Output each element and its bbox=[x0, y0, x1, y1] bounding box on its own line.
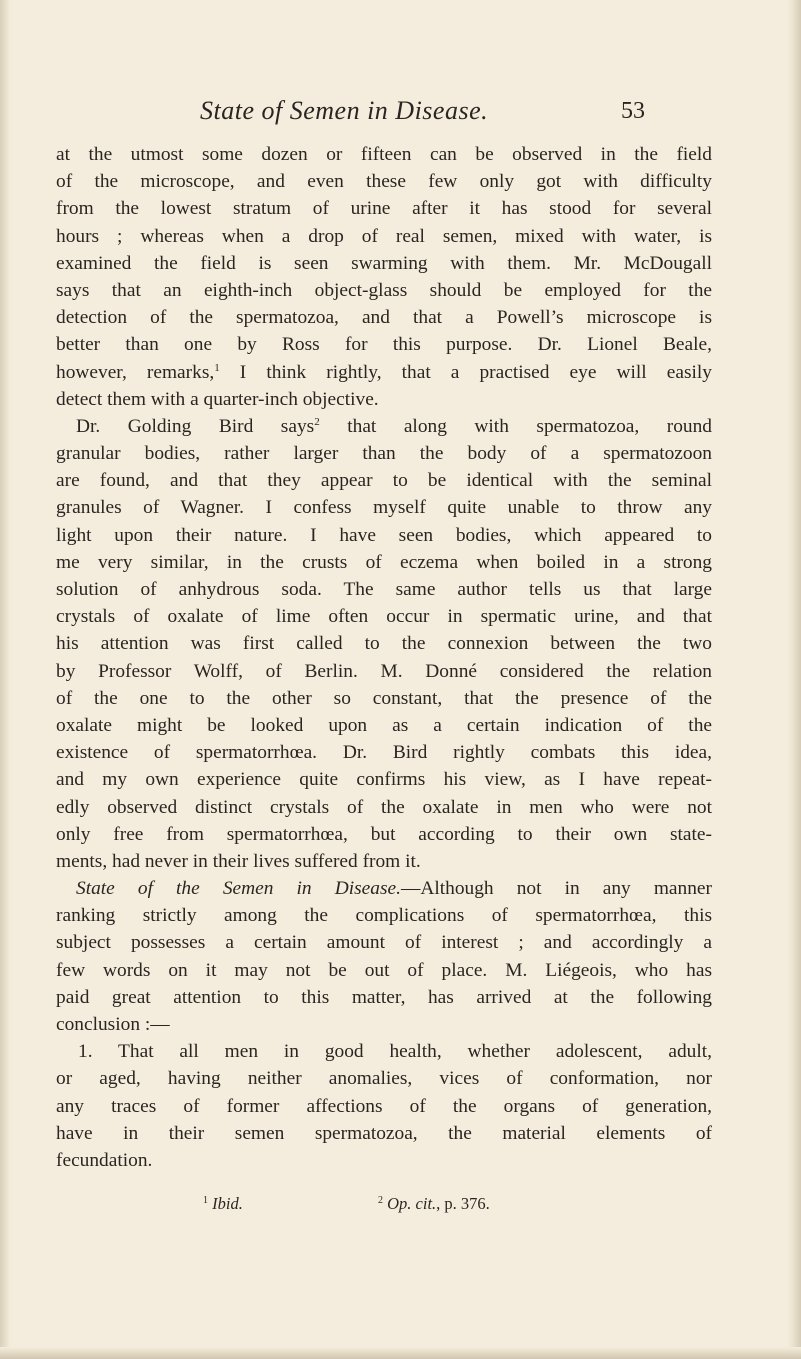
footnote-mark: 2 bbox=[378, 1195, 383, 1206]
text-line: few words on it may not be out of place. M. Liégeois, who has bbox=[56, 959, 712, 981]
running-title: State of Semen in Disease. bbox=[200, 96, 489, 125]
text-fragment: that along with spermatozoa, round bbox=[319, 415, 712, 437]
text-line: only free from spermatorrhœa, but according to their own state- bbox=[56, 823, 712, 845]
text-line: detection of the spermatozoa, and that a Powell’s microscope is bbox=[56, 307, 712, 329]
text-line: ranking strictly among the complications of spermatorrhœa, this bbox=[56, 905, 712, 927]
text-line: ments, had never in their lives suffered from it. bbox=[56, 850, 421, 872]
footnote-text: , p. 376. bbox=[436, 1194, 490, 1213]
text-line: detect them with a quarter-inch objective. bbox=[56, 388, 379, 410]
text-line: solution of anhydrous soda. The same author tells us that large bbox=[56, 579, 712, 600]
text-line: 1. That all men in good health, whether adolescent, adult, bbox=[78, 1041, 712, 1063]
text-line: have in their semen spermatozoa, the material elements of bbox=[56, 1122, 712, 1144]
text-line bbox=[56, 359, 712, 386]
page-bottom-edge bbox=[0, 1347, 801, 1359]
footnote-1 bbox=[203, 1194, 243, 1214]
text-line: conclusion :— bbox=[56, 1014, 170, 1035]
footnote-2 bbox=[378, 1194, 490, 1214]
footnote-ref-1: 1 bbox=[214, 361, 220, 374]
page-header bbox=[0, 96, 801, 136]
page-right-edge bbox=[787, 0, 801, 1359]
text-line bbox=[56, 413, 712, 440]
body-text bbox=[56, 141, 712, 1174]
text-line: of the microscope, and even these few only got with difficulty bbox=[56, 171, 712, 193]
footnote-ref-2: 2 bbox=[314, 415, 320, 428]
section-heading: State of the Semen in Disease. bbox=[76, 878, 401, 900]
footnotes bbox=[0, 1194, 801, 1218]
text-line: paid great attention to this matter, has arrived at the following bbox=[56, 986, 712, 1008]
text-line: me very similar, in the crusts of eczema when boiled in a strong bbox=[56, 551, 712, 573]
text-line: light upon their nature. I have seen bodies, which appeared to bbox=[56, 524, 712, 546]
text-line: and my own experience quite confirms his view, as I have repeat- bbox=[56, 769, 712, 791]
text-line: edly observed distinct crystals of the oxalate in men who were not bbox=[56, 796, 712, 818]
text-line: subject possesses a certain amount of interest ; and accordingly a bbox=[56, 932, 712, 954]
text-line bbox=[56, 875, 712, 902]
text-line: existence of spermatorrhœa. Dr. Bird rightly combats this idea, bbox=[56, 742, 712, 764]
text-fragment: Dr. Golding Bird says bbox=[76, 415, 315, 437]
text-line: are found, and that they appear to be identical with the seminal bbox=[56, 470, 712, 492]
text-fragment: I think rightly, that a practised eye will easily bbox=[219, 361, 712, 383]
text-line: of the one to the other so constant, that the presence of the bbox=[56, 687, 712, 709]
page-number: 53 bbox=[621, 98, 645, 124]
text-line: says that an eighth-inch object-glass should be employed for the bbox=[56, 279, 712, 301]
text-fragment: —Although not in any manner bbox=[400, 878, 712, 900]
text-line: granular bodies, rather larger than the body of a spermatozoon bbox=[56, 443, 712, 465]
text-line: better than one by Ross for this purpose. Dr. Lionel Beale, bbox=[56, 334, 712, 356]
text-line: oxalate might be looked upon as a certain indication of the bbox=[56, 714, 712, 736]
footnote-text: Ibid. bbox=[212, 1194, 243, 1213]
footnote-text: Op. cit. bbox=[387, 1194, 437, 1213]
footnote-mark: 1 bbox=[203, 1195, 208, 1206]
text-line: at the utmost some dozen or fifteen can be observed in the field bbox=[56, 144, 712, 165]
text-line: hours ; whereas when a drop of real semen, mixed with water, is bbox=[56, 225, 712, 247]
text-line: any traces of former affections of the organs of generation, bbox=[56, 1095, 712, 1117]
text-line: his attention was first called to the connexion between the two bbox=[56, 633, 712, 655]
text-line: examined the field is seen swarming with them. Mr. McDougall bbox=[56, 252, 712, 274]
text-line: crystals of oxalate of lime often occur in spermatic urine, and that bbox=[56, 606, 712, 628]
text-line: granules of Wagner. I confess myself quite unable to throw any bbox=[56, 497, 712, 519]
text-line: from the lowest stratum of urine after it has stood for several bbox=[56, 198, 712, 220]
text-line: or aged, having neither anomalies, vices of conformation, nor bbox=[56, 1068, 712, 1090]
text-line: by Professor Wolff, of Berlin. M. Donné considered the relation bbox=[56, 660, 712, 682]
text-line: fecundation. bbox=[56, 1149, 153, 1171]
text-fragment: however, remarks, bbox=[56, 361, 215, 383]
page-left-edge bbox=[0, 0, 10, 1359]
